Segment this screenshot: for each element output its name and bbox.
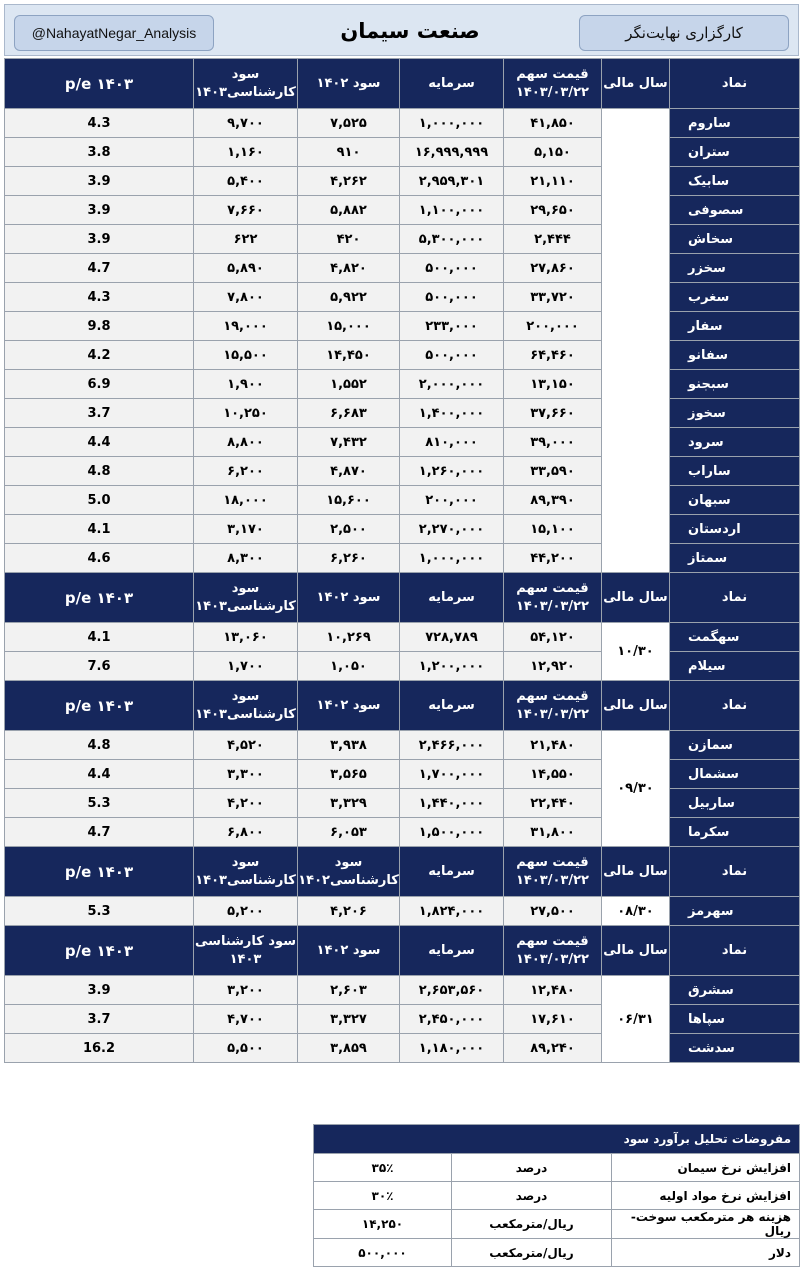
fiscal-year-cell: ۰۹/۳۰ bbox=[602, 731, 670, 847]
pe-cell: 3.7 bbox=[5, 399, 194, 428]
header-eps-1402: سود ۱۴۰۲ bbox=[298, 573, 400, 623]
group-header-row bbox=[5, 59, 800, 109]
eps-1403-cell: ۴,۵۲۰ bbox=[194, 731, 298, 760]
eps-1403-cell: ۱۳,۰۶۰ bbox=[194, 623, 298, 652]
table-row bbox=[5, 818, 800, 847]
eps-1403-cell: ۸,۸۰۰ bbox=[194, 428, 298, 457]
assumption-value: ۳۰٪ bbox=[314, 1182, 452, 1210]
group-header-row bbox=[5, 926, 800, 976]
header-fiscal-year: سال مالی bbox=[602, 59, 670, 109]
symbol-cell: سفانو bbox=[670, 341, 800, 370]
header-price: قیمت سهم ۱۴۰۳/۰۳/۲۲ bbox=[504, 59, 602, 109]
capital-cell: ۱,۷۰۰,۰۰۰ bbox=[400, 760, 504, 789]
eps-1403-cell: ۵,۴۰۰ bbox=[194, 167, 298, 196]
eps-1403-cell: ۶,۲۰۰ bbox=[194, 457, 298, 486]
pe-cell: 7.6 bbox=[5, 652, 194, 681]
table-row bbox=[5, 138, 800, 167]
eps-1403-cell: ۵,۸۹۰ bbox=[194, 254, 298, 283]
group-header-row bbox=[5, 847, 800, 897]
price-cell: ۶۴,۴۶۰ bbox=[504, 341, 602, 370]
capital-cell: ۵۰۰,۰۰۰ bbox=[400, 283, 504, 312]
pe-cell: 4.7 bbox=[5, 254, 194, 283]
eps-1402-cell: ۱۵,۶۰۰ bbox=[298, 486, 400, 515]
symbol-cell: سهگمت bbox=[670, 623, 800, 652]
symbol-cell: سمتاز bbox=[670, 544, 800, 573]
eps-1402-cell: ۳,۵۶۵ bbox=[298, 760, 400, 789]
eps-1403-cell: ۳,۲۰۰ bbox=[194, 976, 298, 1005]
eps-1402-cell: ۴,۲۰۶ bbox=[298, 897, 400, 926]
price-cell: ۳۹,۰۰۰ bbox=[504, 428, 602, 457]
table-row bbox=[5, 109, 800, 138]
header-symbol: نماد bbox=[670, 847, 800, 897]
eps-1402-cell: ۶,۶۸۳ bbox=[298, 399, 400, 428]
eps-1402-cell: ۶,۰۵۳ bbox=[298, 818, 400, 847]
header-price: قیمت سهم ۱۴۰۳/۰۳/۲۲ bbox=[504, 573, 602, 623]
assumption-row bbox=[314, 1182, 800, 1210]
symbol-cell: سابیک bbox=[670, 167, 800, 196]
pe-cell: 4.2 bbox=[5, 341, 194, 370]
eps-1402-cell: ۱,۵۵۲ bbox=[298, 370, 400, 399]
pe-cell: 4.8 bbox=[5, 457, 194, 486]
header-eps-1403: سود کارشناسی۱۴۰۳ bbox=[194, 573, 298, 623]
header-capital: سرمایه bbox=[400, 573, 504, 623]
eps-1402-cell: ۷,۵۲۵ bbox=[298, 109, 400, 138]
pe-cell: 3.9 bbox=[5, 196, 194, 225]
eps-1402-cell: ۴۲۰ bbox=[298, 225, 400, 254]
capital-cell: ۲,۹۵۹,۳۰۱ bbox=[400, 167, 504, 196]
fiscal-year-cell bbox=[602, 109, 670, 573]
table-row bbox=[5, 623, 800, 652]
symbol-cell: ساروم bbox=[670, 109, 800, 138]
capital-cell: ۱,۴۴۰,۰۰۰ bbox=[400, 789, 504, 818]
eps-1403-cell: ۹,۷۰۰ bbox=[194, 109, 298, 138]
price-cell: ۲۱,۱۱۰ bbox=[504, 167, 602, 196]
header-fiscal-year: سال مالی bbox=[602, 926, 670, 976]
table-row bbox=[5, 254, 800, 283]
header-capital: سرمایه bbox=[400, 59, 504, 109]
eps-1403-cell: ۸,۳۰۰ bbox=[194, 544, 298, 573]
header-symbol: نماد bbox=[670, 59, 800, 109]
fiscal-year-cell: ۰۶/۳۱ bbox=[602, 976, 670, 1063]
eps-1403-cell: ۶۲۲ bbox=[194, 225, 298, 254]
eps-1403-cell: ۷,۶۶۰ bbox=[194, 196, 298, 225]
table-row bbox=[5, 167, 800, 196]
table-row bbox=[5, 760, 800, 789]
price-cell: ۴۴,۲۰۰ bbox=[504, 544, 602, 573]
eps-1402-cell: ۳,۳۲۹ bbox=[298, 789, 400, 818]
symbol-cell: ساربیل bbox=[670, 789, 800, 818]
price-cell: ۳۱,۸۰۰ bbox=[504, 818, 602, 847]
assumption-name: دلار bbox=[612, 1239, 800, 1267]
pe-cell: 4.3 bbox=[5, 283, 194, 312]
table-row bbox=[5, 1034, 800, 1063]
price-cell: ۸۹,۲۴۰ bbox=[504, 1034, 602, 1063]
pe-cell: 4.4 bbox=[5, 760, 194, 789]
capital-cell: ۵۰۰,۰۰۰ bbox=[400, 254, 504, 283]
page-title: صنعت سیمان bbox=[340, 19, 480, 43]
assumption-value: ۵۰۰,۰۰۰ bbox=[314, 1239, 452, 1267]
eps-1403-cell: ۵,۵۰۰ bbox=[194, 1034, 298, 1063]
pe-cell: 3.8 bbox=[5, 138, 194, 167]
eps-1402-cell: ۳,۳۲۷ bbox=[298, 1005, 400, 1034]
price-cell: ۲۰۰,۰۰۰ bbox=[504, 312, 602, 341]
pe-cell: 4.6 bbox=[5, 544, 194, 573]
pe-cell: 4.4 bbox=[5, 428, 194, 457]
assumption-value: ۱۴,۲۵۰ bbox=[314, 1210, 452, 1239]
capital-cell: ۱,۰۰۰,۰۰۰ bbox=[400, 109, 504, 138]
table-row bbox=[5, 196, 800, 225]
assumption-unit: ریال/مترمکعب bbox=[452, 1239, 612, 1267]
capital-cell: ۱,۸۲۴,۰۰۰ bbox=[400, 897, 504, 926]
header-pe: p/e ۱۴۰۳ bbox=[5, 681, 194, 731]
price-cell: ۳۳,۷۲۰ bbox=[504, 283, 602, 312]
header-pe: p/e ۱۴۰۳ bbox=[5, 926, 194, 976]
symbol-cell: سپاها bbox=[670, 1005, 800, 1034]
capital-cell: ۲,۰۰۰,۰۰۰ bbox=[400, 370, 504, 399]
header-symbol: نماد bbox=[670, 926, 800, 976]
price-cell: ۲۹,۶۵۰ bbox=[504, 196, 602, 225]
capital-cell: ۲,۶۵۳,۵۶۰ bbox=[400, 976, 504, 1005]
price-cell: ۲۷,۵۰۰ bbox=[504, 897, 602, 926]
eps-1403-cell: ۱۹,۰۰۰ bbox=[194, 312, 298, 341]
eps-1403-cell: ۱۸,۰۰۰ bbox=[194, 486, 298, 515]
assumptions-table bbox=[313, 1124, 800, 1267]
symbol-cell: سشمال bbox=[670, 760, 800, 789]
header-price: قیمت سهم ۱۴۰۳/۰۳/۲۲ bbox=[504, 847, 602, 897]
assumption-unit: درصد bbox=[452, 1154, 612, 1182]
pe-cell: 4.8 bbox=[5, 731, 194, 760]
group-header-row bbox=[5, 681, 800, 731]
table-row bbox=[5, 789, 800, 818]
pe-cell: 5.3 bbox=[5, 897, 194, 926]
header-price: قیمت سهم ۱۴۰۳/۰۳/۲۲ bbox=[504, 681, 602, 731]
price-cell: ۴۱,۸۵۰ bbox=[504, 109, 602, 138]
capital-cell: ۱۶,۹۹۹,۹۹۹ bbox=[400, 138, 504, 167]
eps-1402-cell: ۱,۰۵۰ bbox=[298, 652, 400, 681]
capital-cell: ۲,۴۶۶,۰۰۰ bbox=[400, 731, 504, 760]
price-cell: ۸۹,۳۹۰ bbox=[504, 486, 602, 515]
header-pe: p/e ۱۴۰۳ bbox=[5, 573, 194, 623]
capital-cell: ۱,۰۰۰,۰۰۰ bbox=[400, 544, 504, 573]
table-row bbox=[5, 341, 800, 370]
header-capital: سرمایه bbox=[400, 847, 504, 897]
capital-cell: ۵,۳۰۰,۰۰۰ bbox=[400, 225, 504, 254]
pe-cell: 3.9 bbox=[5, 225, 194, 254]
eps-1403-cell: ۵,۲۰۰ bbox=[194, 897, 298, 926]
header-eps-1403: سود کارشناسی۱۴۰۳ bbox=[194, 59, 298, 109]
price-cell: ۵,۱۵۰ bbox=[504, 138, 602, 167]
table-row bbox=[5, 897, 800, 926]
eps-1403-cell: ۶,۸۰۰ bbox=[194, 818, 298, 847]
header-capital: سرمایه bbox=[400, 681, 504, 731]
table-row bbox=[5, 486, 800, 515]
table-row bbox=[5, 457, 800, 486]
price-cell: ۱۲,۹۲۰ bbox=[504, 652, 602, 681]
price-cell: ۱۳,۱۵۰ bbox=[504, 370, 602, 399]
capital-cell: ۱,۲۶۰,۰۰۰ bbox=[400, 457, 504, 486]
price-cell: ۲۲,۴۴۰ bbox=[504, 789, 602, 818]
pe-cell: 4.3 bbox=[5, 109, 194, 138]
header-symbol: نماد bbox=[670, 573, 800, 623]
eps-1403-cell: ۱۵,۵۰۰ bbox=[194, 341, 298, 370]
fiscal-year-cell: ۰۸/۳۰ bbox=[602, 897, 670, 926]
eps-1402-cell: ۳,۹۳۸ bbox=[298, 731, 400, 760]
brokerage-name: کارگزاری نهایت‌نگر bbox=[579, 15, 789, 51]
price-cell: ۲,۴۴۴ bbox=[504, 225, 602, 254]
eps-1402-cell: ۲,۶۰۳ bbox=[298, 976, 400, 1005]
symbol-cell: سفار bbox=[670, 312, 800, 341]
table-row bbox=[5, 976, 800, 1005]
pe-cell: 3.9 bbox=[5, 976, 194, 1005]
eps-1402-cell: ۴,۸۷۰ bbox=[298, 457, 400, 486]
eps-1402-cell: ۵,۹۲۲ bbox=[298, 283, 400, 312]
table-row bbox=[5, 312, 800, 341]
capital-cell: ۱,۵۰۰,۰۰۰ bbox=[400, 818, 504, 847]
assumption-name: هزینه هر مترمکعب سوخت-ریال bbox=[612, 1210, 800, 1239]
pe-cell: 5.0 bbox=[5, 486, 194, 515]
eps-1403-cell: ۳,۱۷۰ bbox=[194, 515, 298, 544]
symbol-cell: سصوفی bbox=[670, 196, 800, 225]
header-pe: p/e ۱۴۰۳ bbox=[5, 847, 194, 897]
symbol-cell: سغرب bbox=[670, 283, 800, 312]
capital-cell: ۲۳۳,۰۰۰ bbox=[400, 312, 504, 341]
price-cell: ۲۱,۴۸۰ bbox=[504, 731, 602, 760]
pe-cell: 4.1 bbox=[5, 623, 194, 652]
table-row bbox=[5, 652, 800, 681]
price-cell: ۱۵,۱۰۰ bbox=[504, 515, 602, 544]
pe-cell: 4.1 bbox=[5, 515, 194, 544]
table-row bbox=[5, 370, 800, 399]
capital-cell: ۷۲۸,۷۸۹ bbox=[400, 623, 504, 652]
eps-1402-cell: ۲,۵۰۰ bbox=[298, 515, 400, 544]
header-pe: p/e ۱۴۰۳ bbox=[5, 59, 194, 109]
eps-1403-cell: ۷,۸۰۰ bbox=[194, 283, 298, 312]
capital-cell: ۲,۲۷۰,۰۰۰ bbox=[400, 515, 504, 544]
capital-cell: ۱,۲۰۰,۰۰۰ bbox=[400, 652, 504, 681]
eps-1403-cell: ۴,۲۰۰ bbox=[194, 789, 298, 818]
table-row bbox=[5, 515, 800, 544]
eps-1403-cell: ۱,۷۰۰ bbox=[194, 652, 298, 681]
price-cell: ۱۷,۶۱۰ bbox=[504, 1005, 602, 1034]
eps-1403-cell: ۱,۹۰۰ bbox=[194, 370, 298, 399]
symbol-cell: سدشت bbox=[670, 1034, 800, 1063]
symbol-cell: سمازن bbox=[670, 731, 800, 760]
table-row bbox=[5, 544, 800, 573]
header-price: قیمت سهم ۱۴۰۳/۰۳/۲۲ bbox=[504, 926, 602, 976]
symbol-cell: سخزر bbox=[670, 254, 800, 283]
eps-1403-cell: ۴,۷۰۰ bbox=[194, 1005, 298, 1034]
header-eps-1402: سود ۱۴۰۲ bbox=[298, 59, 400, 109]
pe-cell: 9.8 bbox=[5, 312, 194, 341]
header-eps-1403: سود کارشناسی۱۴۰۳ bbox=[194, 681, 298, 731]
eps-1402-cell: ۹۱۰ bbox=[298, 138, 400, 167]
symbol-cell: ستران bbox=[670, 138, 800, 167]
pe-cell: 5.3 bbox=[5, 789, 194, 818]
pe-cell: 3.7 bbox=[5, 1005, 194, 1034]
table-row bbox=[5, 1005, 800, 1034]
capital-cell: ۱,۴۰۰,۰۰۰ bbox=[400, 399, 504, 428]
eps-1403-cell: ۳,۳۰۰ bbox=[194, 760, 298, 789]
pe-cell: 6.9 bbox=[5, 370, 194, 399]
capital-cell: ۲,۴۵۰,۰۰۰ bbox=[400, 1005, 504, 1034]
header-eps-1402: سود ۱۴۰۲ bbox=[298, 926, 400, 976]
pe-cell: 4.7 bbox=[5, 818, 194, 847]
symbol-cell: سکرما bbox=[670, 818, 800, 847]
capital-cell: ۲۰۰,۰۰۰ bbox=[400, 486, 504, 515]
header-fiscal-year: سال مالی bbox=[602, 847, 670, 897]
title-bar bbox=[4, 4, 799, 56]
header-eps-1403: سود کارشناسی۱۴۰۳ bbox=[194, 847, 298, 897]
eps-1402-cell: ۱۰,۲۶۹ bbox=[298, 623, 400, 652]
symbol-cell: سخوز bbox=[670, 399, 800, 428]
eps-1402-cell: ۶,۲۶۰ bbox=[298, 544, 400, 573]
pe-cell: 3.9 bbox=[5, 167, 194, 196]
symbol-cell: سشرق bbox=[670, 976, 800, 1005]
assumption-value: ۳۵٪ bbox=[314, 1154, 452, 1182]
assumption-row bbox=[314, 1154, 800, 1182]
eps-1402-cell: ۱۵,۰۰۰ bbox=[298, 312, 400, 341]
price-cell: ۲۷,۸۶۰ bbox=[504, 254, 602, 283]
assumption-name: افزایش نرخ سیمان bbox=[612, 1154, 800, 1182]
eps-1402-cell: ۴,۸۲۰ bbox=[298, 254, 400, 283]
capital-cell: ۱,۱۰۰,۰۰۰ bbox=[400, 196, 504, 225]
eps-1402-cell: ۱۴,۴۵۰ bbox=[298, 341, 400, 370]
symbol-cell: سهرمز bbox=[670, 897, 800, 926]
header-fiscal-year: سال مالی bbox=[602, 573, 670, 623]
header-capital: سرمایه bbox=[400, 926, 504, 976]
eps-1402-cell: ۴,۲۶۲ bbox=[298, 167, 400, 196]
price-cell: ۳۷,۶۶۰ bbox=[504, 399, 602, 428]
header-eps-1402: سود کارشناسی۱۴۰۲ bbox=[298, 847, 400, 897]
symbol-cell: سخاش bbox=[670, 225, 800, 254]
table-row bbox=[5, 283, 800, 312]
assumption-row bbox=[314, 1239, 800, 1267]
pe-cell: 16.2 bbox=[5, 1034, 194, 1063]
eps-1402-cell: ۳,۸۵۹ bbox=[298, 1034, 400, 1063]
cement-stocks-table bbox=[4, 58, 800, 1063]
table-row bbox=[5, 399, 800, 428]
channel-handle: @NahayatNegar_Analysis bbox=[14, 15, 214, 51]
price-cell: ۱۲,۴۸۰ bbox=[504, 976, 602, 1005]
assumption-name: افزایش نرخ مواد اولیه bbox=[612, 1182, 800, 1210]
capital-cell: ۱,۱۸۰,۰۰۰ bbox=[400, 1034, 504, 1063]
table-row bbox=[5, 731, 800, 760]
assumptions-title: مفروضات تحلیل برآورد سود bbox=[314, 1125, 800, 1154]
assumption-row bbox=[314, 1210, 800, 1239]
header-eps-1403: سود کارشناسی ۱۴۰۳ bbox=[194, 926, 298, 976]
header-eps-1402: سود ۱۴۰۲ bbox=[298, 681, 400, 731]
assumption-unit: درصد bbox=[452, 1182, 612, 1210]
eps-1402-cell: ۵,۸۸۲ bbox=[298, 196, 400, 225]
price-cell: ۳۳,۵۹۰ bbox=[504, 457, 602, 486]
symbol-cell: سبجنو bbox=[670, 370, 800, 399]
header-symbol: نماد bbox=[670, 681, 800, 731]
header-fiscal-year: سال مالی bbox=[602, 681, 670, 731]
price-cell: ۵۴,۱۲۰ bbox=[504, 623, 602, 652]
eps-1402-cell: ۷,۴۳۲ bbox=[298, 428, 400, 457]
assumption-unit: ریال/مترمکعب bbox=[452, 1210, 612, 1239]
capital-cell: ۸۱۰,۰۰۰ bbox=[400, 428, 504, 457]
eps-1403-cell: ۱,۱۶۰ bbox=[194, 138, 298, 167]
eps-1403-cell: ۱۰,۲۵۰ bbox=[194, 399, 298, 428]
table-row bbox=[5, 428, 800, 457]
price-cell: ۱۴,۵۵۰ bbox=[504, 760, 602, 789]
symbol-cell: سبهان bbox=[670, 486, 800, 515]
symbol-cell: سرود bbox=[670, 428, 800, 457]
symbol-cell: سیلام bbox=[670, 652, 800, 681]
symbol-cell: اردستان bbox=[670, 515, 800, 544]
fiscal-year-cell: ۱۰/۳۰ bbox=[602, 623, 670, 681]
table-row bbox=[5, 225, 800, 254]
group-header-row bbox=[5, 573, 800, 623]
symbol-cell: ساراب bbox=[670, 457, 800, 486]
capital-cell: ۵۰۰,۰۰۰ bbox=[400, 341, 504, 370]
